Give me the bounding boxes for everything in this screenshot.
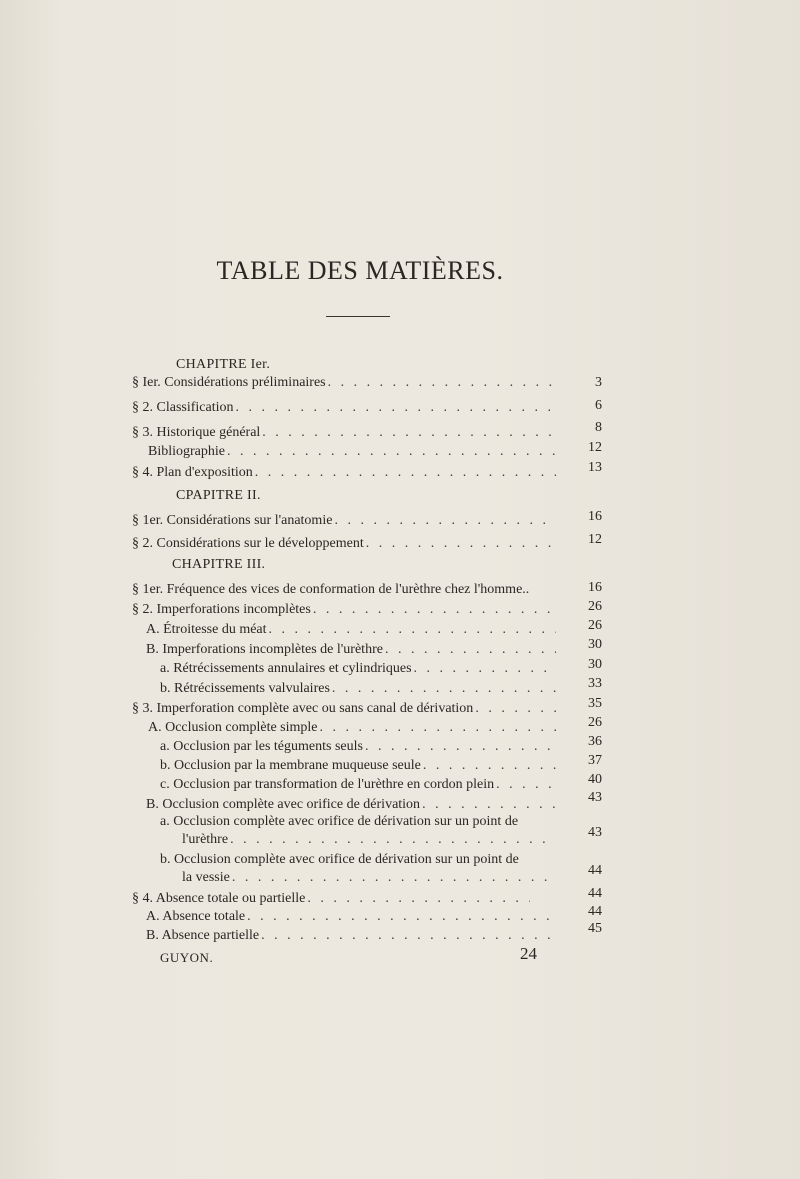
leader-dots xyxy=(230,831,556,849)
leader-dots xyxy=(262,424,556,442)
toc-page-number: 35 xyxy=(588,696,602,711)
toc-entry: § 2. Imperforations incomplètes . . . xyxy=(132,601,558,619)
toc-entry: A. Occlusion complète simple . . . xyxy=(148,719,558,737)
toc-page-number: 43 xyxy=(588,790,602,805)
toc-page-number: 45 xyxy=(588,921,602,936)
toc-entry: a. Occlusion par les téguments seuls . . . xyxy=(160,738,558,756)
toc-entry: b. Occlusion complète avec orifice de dérivation sur un point de xyxy=(160,852,519,867)
toc-page-number: 16 xyxy=(588,509,602,524)
leader-dots xyxy=(423,757,556,775)
toc-page-number: 30 xyxy=(588,657,602,672)
toc-page-number: 37 xyxy=(588,753,602,768)
toc-page-number: 44 xyxy=(588,904,602,919)
toc-page-number: 26 xyxy=(588,618,602,633)
leader-dots xyxy=(232,869,556,887)
toc-entry: a. Occlusion complète avec orifice de dérivation sur un point de xyxy=(160,814,519,829)
leader-dots xyxy=(414,660,556,678)
leader-dots xyxy=(236,399,557,417)
leader-dots xyxy=(475,700,556,718)
chapter-heading: CPAPITRE II. xyxy=(176,488,261,503)
leader-dots xyxy=(320,719,556,737)
leader-dots xyxy=(385,641,556,659)
toc-entry: A. Absence totale . . . xyxy=(146,908,558,926)
toc-page-number: 16 xyxy=(588,580,602,595)
toc-entry: § 1er. Considérations sur l'anatomie . . . xyxy=(132,512,558,530)
leader-dots xyxy=(496,776,556,794)
toc-entry: B. Imperforations incomplètes de l'urèthre . . . xyxy=(146,641,558,659)
leader-dots xyxy=(422,796,556,814)
leader-dots xyxy=(328,374,556,392)
toc-entry: B. Occlusion complète avec orifice de dérivation . . . xyxy=(146,796,558,814)
toc-page-number: 26 xyxy=(588,599,602,614)
chapter-heading: CHAPITRE III. xyxy=(172,557,266,572)
toc-page-number: 12 xyxy=(588,532,602,547)
toc-entry: § Ier. Considérations préliminaires . . . xyxy=(132,374,558,392)
toc-page-number: 6 xyxy=(595,398,602,413)
toc-entry: Bibliographie . . . xyxy=(148,443,558,461)
toc-entry: § 2. Considérations sur le développement . . . xyxy=(132,535,558,553)
toc-entry: § 4. Absence totale ou partielle . . . xyxy=(132,890,532,908)
toc-entry: § 4. Plan d'exposition . . . xyxy=(132,464,558,482)
toc-entry: a. Rétrécissements annulaires et cylindriques . . . xyxy=(160,660,558,678)
toc-page-number: 30 xyxy=(588,637,602,652)
toc-page-number: 12 xyxy=(588,440,602,455)
toc-entry: § 3. Imperforation complète avec ou sans canal de dérivation . . . xyxy=(132,700,558,718)
leader-dots xyxy=(269,621,556,639)
toc-page-number: 43 xyxy=(588,825,602,840)
toc-entry: b. Occlusion par la membrane muqueuse seule . . . xyxy=(160,757,558,775)
leader-dots xyxy=(313,601,556,619)
toc-page-number: 3 xyxy=(595,375,602,390)
toc-entry: l'urèthre . . . xyxy=(182,831,558,849)
toc-entry: A. Étroitesse du méat . . . xyxy=(146,621,558,639)
toc-page-number: 26 xyxy=(588,715,602,730)
footer-author: GUYON. xyxy=(160,950,214,965)
leader-dots xyxy=(365,738,556,756)
leader-dots xyxy=(255,464,556,482)
footer-signature: 24 xyxy=(520,944,537,963)
page-title: TABLE DES MATIÈRES. xyxy=(216,256,504,285)
leader-dots xyxy=(332,680,556,698)
toc-page-number: 13 xyxy=(588,460,602,475)
toc-page-number: 44 xyxy=(588,886,602,901)
title-rule xyxy=(326,316,390,317)
leader-dots xyxy=(261,927,556,945)
toc-page-number: 36 xyxy=(588,734,602,749)
toc-page-number: 40 xyxy=(588,772,602,787)
toc-page-number: 8 xyxy=(595,420,602,435)
toc-entry: b. Rétrécissements valvulaires . . . xyxy=(160,680,558,698)
leader-dots xyxy=(307,890,530,908)
leader-dots xyxy=(247,908,556,926)
leader-dots xyxy=(227,443,556,461)
toc-entry: la vessie . . . xyxy=(182,869,558,887)
toc-entry: § 1er. Fréquence des vices de conformation de l'urèthre chez l'homme.. xyxy=(132,582,530,597)
toc-entry: c. Occlusion par transformation de l'urèthre en cordon plein . . . xyxy=(160,776,558,794)
leader-dots xyxy=(366,535,556,553)
toc-page-number: 33 xyxy=(588,676,602,691)
toc-page-number: 44 xyxy=(588,863,602,878)
toc-entry: § 3. Historique général . . . xyxy=(132,424,558,442)
toc-entry: § 2. Classification . . . xyxy=(132,399,558,417)
chapter-heading: CHAPITRE Ier. xyxy=(176,357,271,372)
leader-dots xyxy=(334,512,556,530)
toc-entry: B. Absence partielle . . . xyxy=(146,927,558,945)
